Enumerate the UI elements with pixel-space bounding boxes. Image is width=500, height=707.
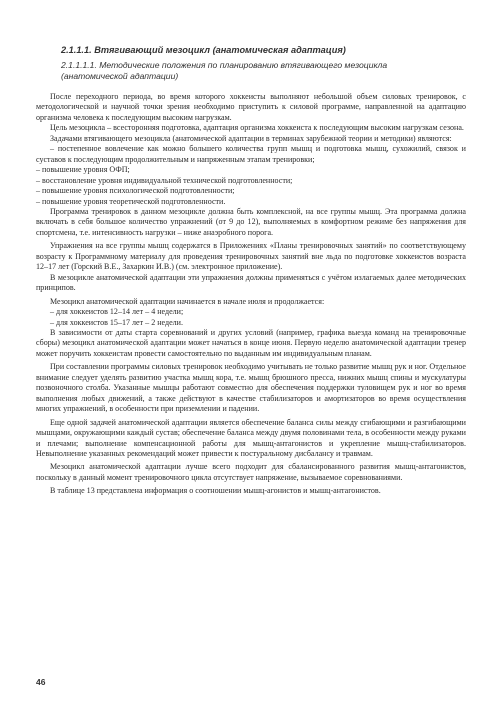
paragraph: Упражнения на все группы мышц содержатся в Приложениях «Планы тренировочных занятий» по соответствующему возрасту к Программному материалу для проведения тренировочных занятий вне льда по подготовке хоккеистов возраста 12–17 лет (Горский В.Е., Захаркин И.В.) (см. электронное приложение).: [36, 241, 466, 272]
paragraph: В мезоцикле анатомической адаптации эти упражнения должны применяться с учётом излагаемых далее методических принципов.: [36, 272, 466, 293]
paragraph: В зависимости от даты старта соревнований и других условий (например, графика выезда команд на тренировочные сборы) мезоцикл анатомической адаптации может начаться в конце июня. Первую неделю анатомической адаптации тренер может поручить хоккеистам провести самостоятельно по выданным им индивидуальным планам.: [36, 327, 466, 358]
paragraph: Программа тренировок в данном мезоцикле должна быть комплексной, на все группы мышц. Эта программа должна включать в себя большое количество упражнений (от 9 до 12), выполняемых в комфортном режиме без напряжения для спортсмена, т.е. интенсивность нагрузки – ниже анаэробного порога.: [36, 206, 466, 237]
paragraph: После переходного периода, во время которого хоккеисты выполняют небольшой объем силовых тренировок, с методологической и научной точки зрения необходимо приступить к силовой программе, направленной на адаптацию организма человека к последующим высоким нагрузкам.: [36, 92, 466, 122]
subsection-heading: 2.1.1.1.1. Методические положения по планированию втягивающего мезоцикла (анатомической адаптации): [61, 60, 388, 81]
paragraph: – постепенное вовлечение как можно большего количества групп мышц и подготовка мышц, сухожилий, связок и суставов к последующим продолжительным и напряженным этапам тренировки;: [36, 144, 466, 164]
paragraph: Мезоцикл анатомической адаптации начинается в начале июля и продолжается:: [50, 296, 325, 306]
section-heading: 2.1.1.1. Втягивающий мезоцикл (анатомическая адаптация): [61, 45, 346, 55]
paragraph: – для хоккеистов 15–17 лет – 2 недели.: [50, 317, 183, 327]
page-number: 46: [36, 677, 46, 687]
body-text: [36, 92, 466, 497]
paragraph: В таблице 13 представлена информация о соотношении мышц-агонистов и мышц-антагонистов.: [50, 486, 381, 496]
paragraph: Задачами втягивающего мезоцикла (анатомической адаптации в терминах зарубежной теории и методики) являются:: [50, 133, 452, 143]
list-item: – восстановление уровня индивидуальной технической подготовленности;: [36, 175, 293, 185]
list-item: – повышение уровня теоретической подготовленности.: [36, 196, 226, 206]
paragraph: Еще одной задачей анатомической адаптации является обеспечение баланса силы между сгибающими и разгибающими мышцами, окружающими каждый сустав; обеспечение баланса между двумя половинами тела, в особенности между руками и плечами; выполнение компенсационной работы для мышц-антагонистов и укрепление мышц-стабилизаторов. Невыполнение указанных рекомендаций может привести к постуральному дисбалансу и травмам.: [36, 417, 466, 458]
list-item: – повышение уровня психологической подготовленности;: [36, 186, 235, 196]
list-item: – повышение уровня ОФП;: [36, 165, 130, 175]
paragraph: Мезоцикл анатомической адаптации лучше всего подходит для сбалансированного развития мышц-антагонистов, поскольку в данный момент тренировочного цикла отсутствует напряжение, вызываемое соревнованиями.: [36, 462, 466, 482]
paragraph: Цель мезоцикла – всесторонняя подготовка, адаптация организма хоккеиста к последующим высоким нагрузкам сезона.: [50, 123, 464, 133]
paragraph: – для хоккеистов 12–14 лет – 4 недели;: [50, 307, 184, 317]
paragraph: При составлении программы силовых тренировок необходимо учитывать не только развитие мышц рук и ног. Отдельное внимание следует уделять развитию участка мышц кора, т.е. мышц брюшного пресса, нижних мышц спины и мускулатуры позвоночного столба. Указанные мышцы работают совместно для обеспечения поддержки туловищем рук и ног во время выполнения любых движений, а также действуют в качестве стабилизаторов и амортизаторов во время осуществления многих упражнений, в особенности при приземлении и падении.: [36, 362, 467, 414]
